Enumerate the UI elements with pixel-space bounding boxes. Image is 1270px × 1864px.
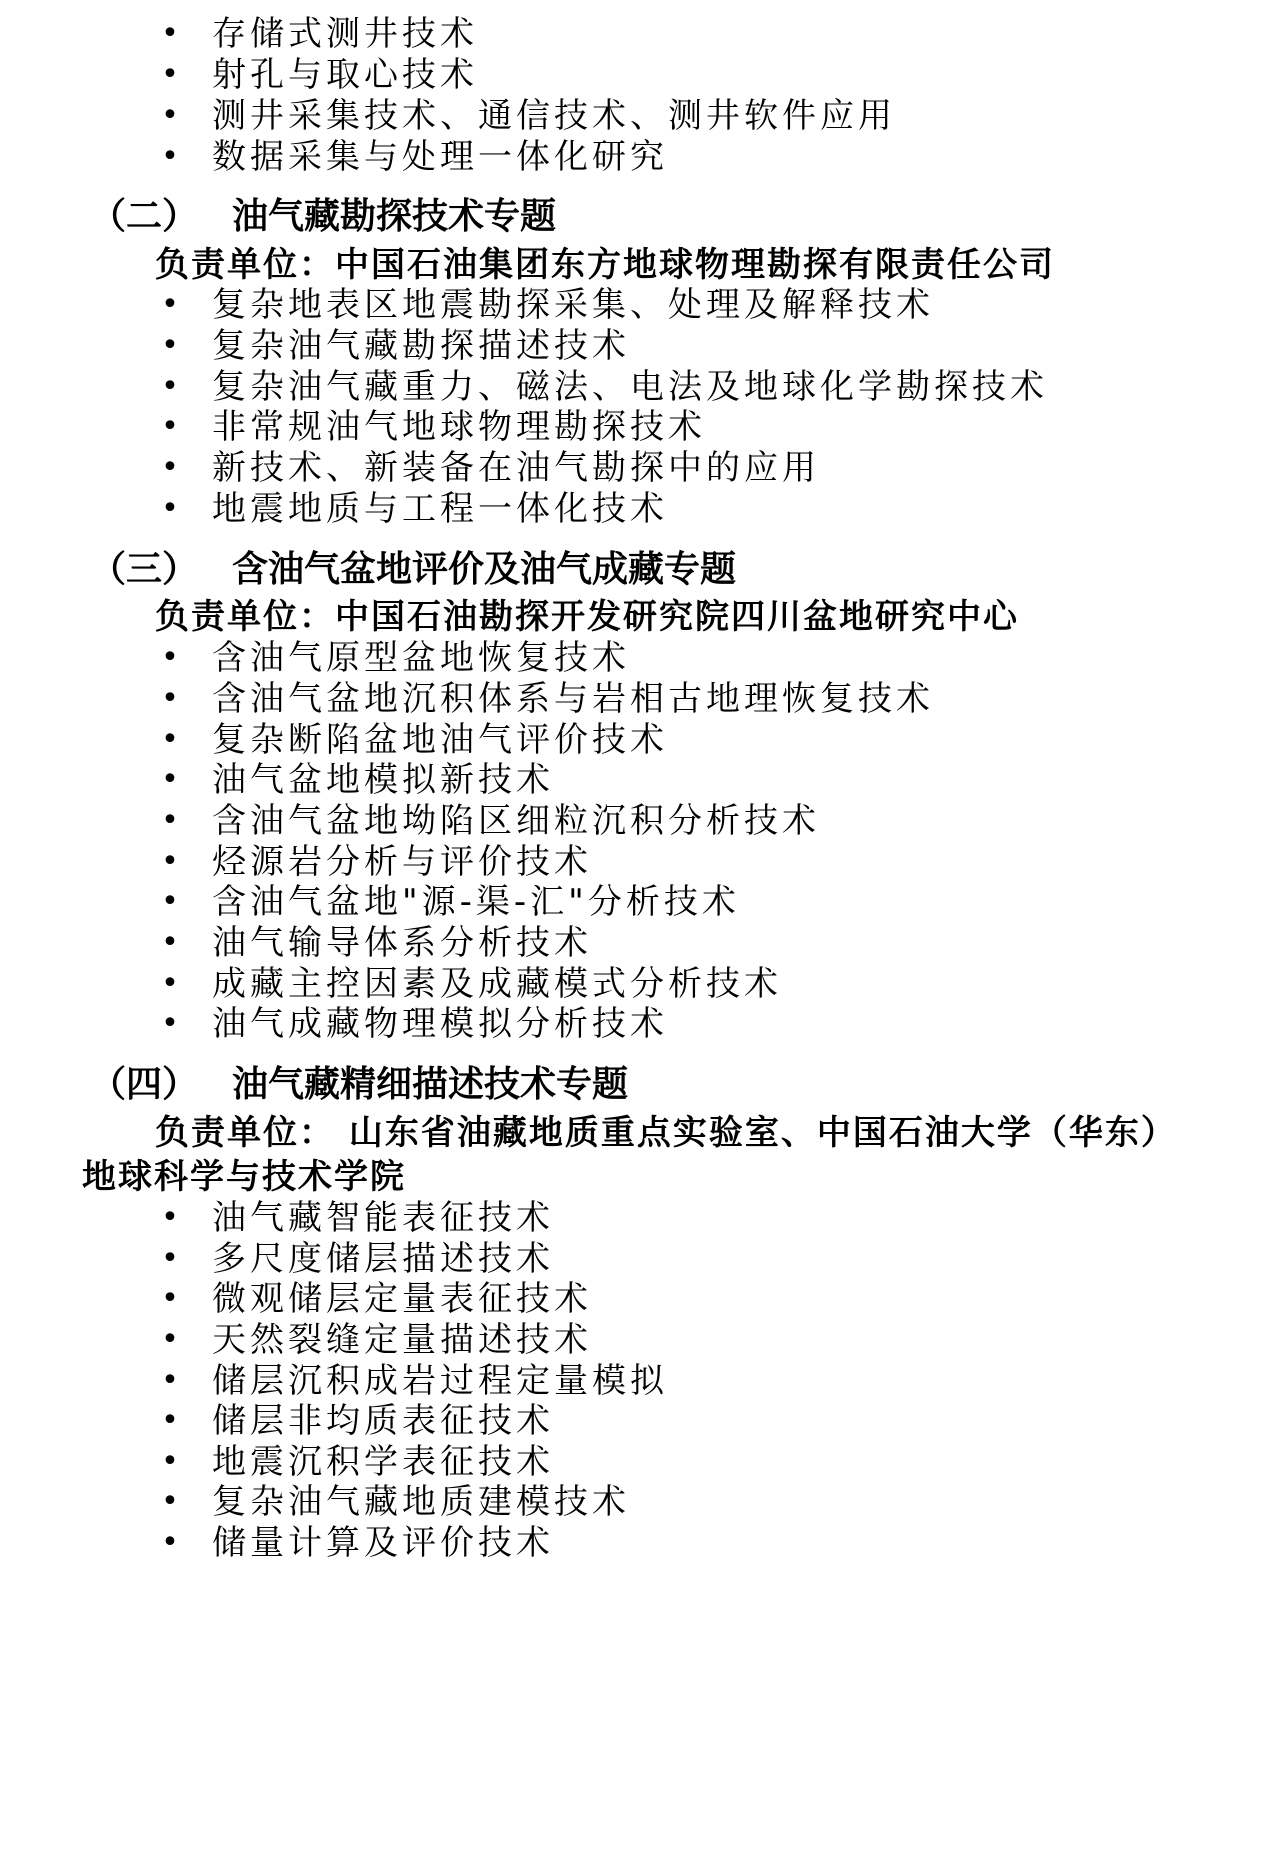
bullet-icon: • — [161, 1322, 179, 1357]
list-item-text: 含油气原型盆地恢复技术 — [212, 638, 630, 678]
section-title: 油气藏精细描述技术专题 — [232, 1063, 629, 1105]
section-heading — [0, 1060, 1270, 1108]
list-item — [0, 133, 1270, 181]
section-heading — [0, 545, 1270, 593]
bullet-icon: • — [161, 803, 179, 838]
bullet-icon: • — [161, 16, 179, 51]
bullet-icon: • — [161, 1006, 179, 1041]
responsible-unit-text: 负责单位： 山东省油藏地质重点实验室、中国石油大学（华东） — [155, 1113, 1177, 1153]
bullet-icon: • — [161, 925, 179, 960]
list-item-text: 天然裂缝定量描述技术 — [212, 1320, 592, 1360]
bullet-icon: • — [161, 1484, 179, 1519]
list-item-text: 复杂断陷盆地油气评价技术 — [212, 720, 668, 760]
list-item-text: 测井采集技术、通信技术、测井软件应用 — [212, 96, 896, 136]
bullet-icon: • — [161, 369, 179, 404]
section-heading — [0, 192, 1270, 240]
list-item-text: 油气盆地模拟新技术 — [212, 760, 554, 800]
responsible-unit-text: 地球科学与技术学院 — [82, 1157, 406, 1197]
list-item-text: 成藏主控因素及成藏模式分析技术 — [212, 964, 782, 1004]
bullet-icon: • — [161, 681, 179, 716]
list-item-text: 油气成藏物理模拟分析技术 — [212, 1004, 668, 1044]
bullet-icon: • — [161, 1444, 179, 1479]
bullet-icon: • — [161, 1363, 179, 1398]
list-item-text: 含油气盆地坳陷区细粒沉积分析技术 — [212, 801, 820, 841]
list-item-text: 存储式测井技术 — [212, 14, 478, 54]
section-number: （四） — [90, 1063, 199, 1105]
list-item — [0, 1000, 1270, 1048]
list-item-text: 含油气盆地"源-渠-汇"分析技术 — [212, 882, 740, 922]
bullet-icon: • — [161, 328, 179, 363]
bullet-icon: • — [161, 57, 179, 92]
bullet-icon: • — [161, 98, 179, 133]
list-item-text: 烃源岩分析与评价技术 — [212, 842, 592, 882]
list-item-text: 储量计算及评价技术 — [212, 1523, 554, 1563]
list-item-text: 油气输导体系分析技术 — [212, 923, 592, 963]
bullet-icon: • — [161, 1525, 179, 1560]
list-item-text: 射孔与取心技术 — [212, 55, 478, 95]
bullet-icon: • — [161, 1200, 179, 1235]
list-item — [0, 485, 1270, 533]
list-item-text: 数据采集与处理一体化研究 — [212, 137, 668, 177]
bullet-icon: • — [161, 844, 179, 879]
responsible-unit-text: 负责单位：中国石油集团东方地球物理勘探有限责任公司 — [155, 245, 1055, 285]
list-item-text: 储层沉积成岩过程定量模拟 — [212, 1361, 668, 1401]
list-item — [0, 1519, 1270, 1567]
list-item-text: 复杂油气藏勘探描述技术 — [212, 326, 630, 366]
bullet-icon: • — [161, 409, 179, 444]
list-item-text: 含油气盆地沉积体系与岩相古地理恢复技术 — [212, 679, 934, 719]
list-item-text: 地震地质与工程一体化技术 — [212, 489, 668, 529]
section-number: （三） — [90, 548, 199, 590]
list-item-text: 多尺度储层描述技术 — [212, 1239, 554, 1279]
bullet-icon: • — [161, 491, 179, 526]
bullet-icon: • — [161, 1241, 179, 1276]
bullet-icon: • — [161, 450, 179, 485]
bullet-icon: • — [161, 762, 179, 797]
list-item-text: 复杂油气藏地质建模技术 — [212, 1482, 630, 1522]
list-item-text: 地震沉积学表征技术 — [212, 1442, 554, 1482]
list-item-text: 微观储层定量表征技术 — [212, 1279, 592, 1319]
bullet-icon: • — [161, 884, 179, 919]
list-item-text: 储层非均质表征技术 — [212, 1401, 554, 1441]
bullet-icon: • — [161, 722, 179, 757]
list-item-text: 非常规油气地球物理勘探技术 — [212, 407, 706, 447]
list-item-text: 复杂油气藏重力、磁法、电法及地球化学勘探技术 — [212, 367, 1048, 407]
responsible-unit-text: 负责单位：中国石油勘探开发研究院四川盆地研究中心 — [155, 597, 1019, 637]
bullet-icon: • — [161, 1403, 179, 1438]
bullet-icon: • — [161, 966, 179, 1001]
bullet-icon: • — [161, 287, 179, 322]
section-title: 含油气盆地评价及油气成藏专题 — [232, 548, 737, 590]
bullet-icon: • — [161, 1281, 179, 1316]
list-item-text: 油气藏智能表征技术 — [212, 1198, 554, 1238]
section-number: （二） — [90, 195, 199, 237]
list-item-text: 新技术、新装备在油气勘探中的应用 — [212, 448, 820, 488]
section-title: 油气藏勘探技术专题 — [232, 195, 557, 237]
responsible-unit — [0, 1109, 1270, 1157]
bullet-icon: • — [161, 640, 179, 675]
bullet-icon: • — [161, 139, 179, 174]
list-item-text: 复杂地表区地震勘探采集、处理及解释技术 — [212, 285, 934, 325]
